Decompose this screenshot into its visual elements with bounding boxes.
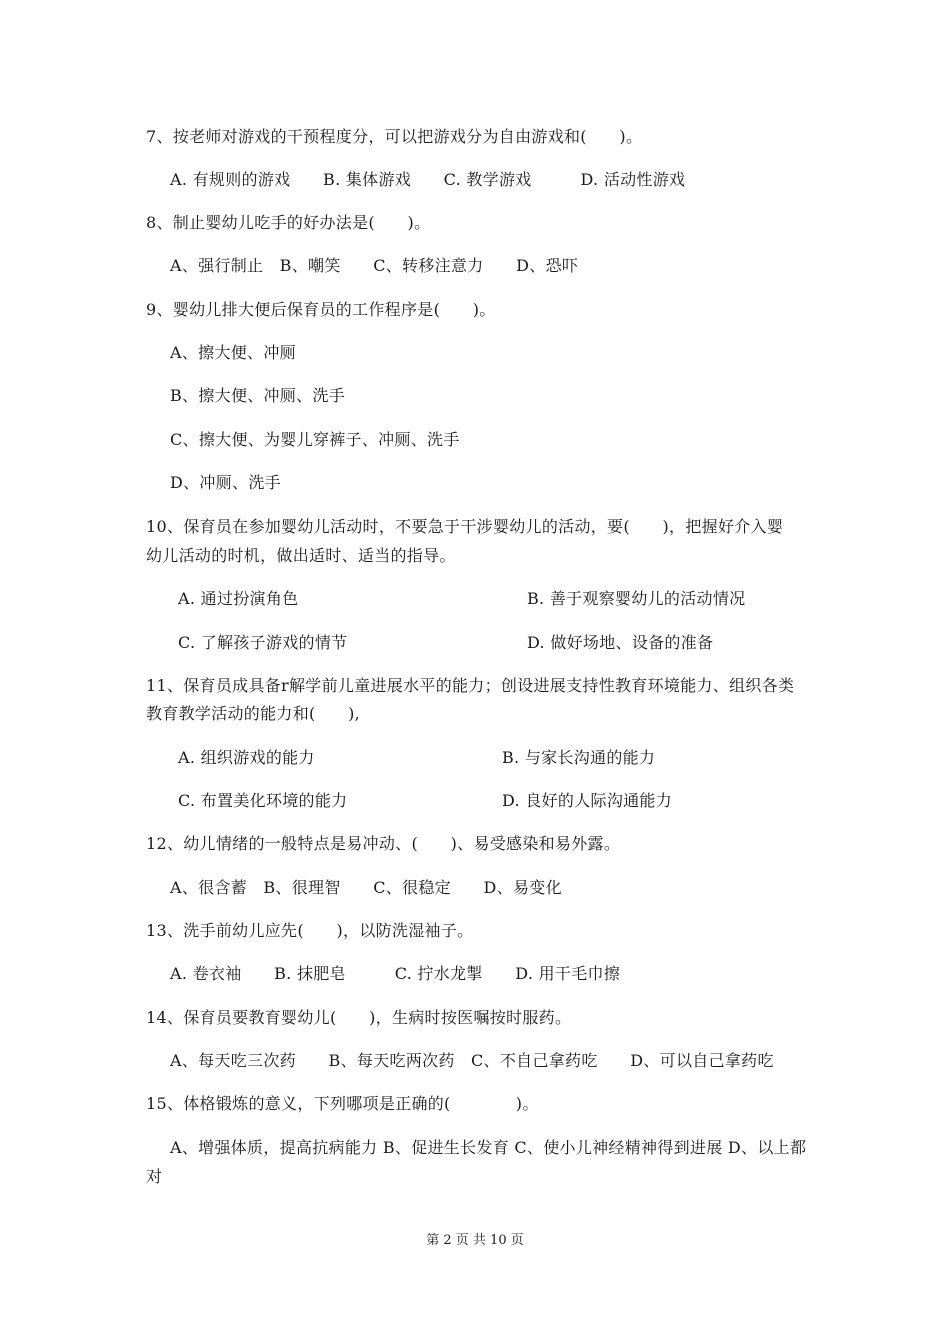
question-9-option-a: A、擦大便、冲厕 — [170, 343, 296, 362]
question-11-option-a: A. 组织游戏的能力 — [178, 748, 315, 767]
question-10-option-a: A. 通过扮演角色 — [178, 589, 299, 608]
question-14-options: A、每天吃三次药 B、每天吃两次药 C、不自己拿药吃 D、可以自己拿药吃 — [170, 1051, 774, 1070]
question-11-stem-line1: 11、保育员成具备r解学前儿童进展水平的能力；创设进展支持性教育环境能力、组织各类 — [146, 676, 795, 695]
question-11-stem-line2: 教育教学活动的能力和( ), — [146, 704, 361, 723]
question-9-stem: 9、婴幼儿排大便后保育员的工作程序是( )。 — [146, 300, 496, 319]
question-15-stem: 15、体格锻炼的意义，下列哪项是正确的( )。 — [146, 1094, 539, 1113]
question-9-option-c: C、擦大便、为婴儿穿裤子、冲厕、洗手 — [170, 430, 460, 449]
question-10-stem-line2: 幼儿活动的时机，做出适时、适当的指导。 — [146, 546, 456, 565]
page-number-footer: 第 2 页 共 10 页 — [426, 1233, 524, 1248]
question-11-option-d: D. 良好的人际沟通能力 — [502, 791, 673, 810]
question-8-stem: 8、制止婴幼儿吃手的好办法是( )。 — [146, 213, 431, 232]
question-8-options: A、强行制止 B、嘲笑 C、转移注意力 D、恐吓 — [170, 256, 579, 275]
question-13-options: A. 卷衣袖 B. 抹肥皂 C. 拧水龙掣 D. 用干毛巾擦 — [170, 964, 621, 983]
question-12-options: A、很含蓄 B、很理智 C、很稳定 D、易变化 — [170, 878, 562, 897]
question-10-stem-line1: 10、保育员在参加婴幼儿活动时，不要急于干涉婴幼儿的活动，要( )，把握好介入婴 — [146, 517, 784, 536]
question-7-options: A. 有规则的游戏 B. 集体游戏 C. 教学游戏 D. 活动性游戏 — [170, 170, 686, 189]
question-12-stem: 12、幼儿情绪的一般特点是易冲动、( )、易受感染和易外露。 — [146, 834, 621, 853]
question-9-option-b: B、擦大便、冲厕、洗手 — [170, 386, 346, 405]
question-11-option-c: C. 布置美化环境的能力 — [178, 791, 348, 810]
question-14-stem: 14、保育员要教育婴幼儿( )，生病时按医嘱按时服药。 — [146, 1008, 572, 1027]
question-10-option-b: B. 善于观察婴幼儿的活动情况 — [527, 589, 746, 608]
question-9-option-d: D、冲厕、洗手 — [170, 473, 281, 492]
question-11-option-b: B. 与家长沟通的能力 — [502, 748, 656, 767]
question-13-stem: 13、洗手前幼儿应先( )，以防洗湿袖子。 — [146, 921, 474, 940]
question-15-options: A、增强体质，提高抗病能力 B、促进生长发育 C、使小儿神经精神得到进展 D、以上都对 — [146, 1138, 807, 1186]
question-10-option-d: D. 做好场地、设备的准备 — [527, 633, 714, 652]
question-10-option-c: C. 了解孩子游戏的情节 — [178, 633, 348, 652]
question-7-stem: 7、按老师对游戏的干预程度分，可以把游戏分为自由游戏和( )。 — [146, 127, 643, 146]
